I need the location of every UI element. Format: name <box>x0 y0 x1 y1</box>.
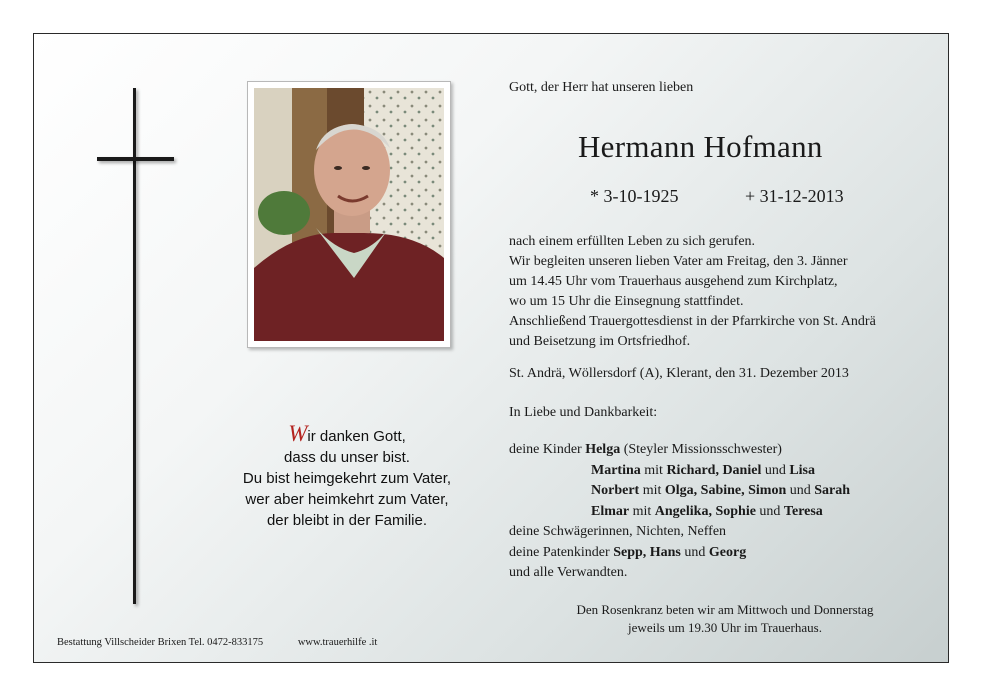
family-line: Norbert mit Olga, Sabine, Simon und Sarah <box>591 483 851 498</box>
memorial-quote <box>222 423 472 531</box>
portrait-photo <box>254 88 444 341</box>
family-list <box>509 440 850 584</box>
family-line: deine Schwägerinnen, Nichten, Neffen <box>509 524 727 539</box>
family-line: Martina mit Richard, Daniel und Lisa <box>591 462 816 478</box>
closing-line: In Liebe und Dankbarkeit: <box>509 405 658 420</box>
family-line: deine Kinder Helga (Steyler Missionsschwester) <box>509 442 782 457</box>
birth-date: * 3-10-1925 <box>590 186 679 206</box>
funeral-company: Bestattung Villscheider Brixen Tel. 0472-833175 <box>57 637 264 648</box>
cross-icon-horizontal <box>97 157 174 161</box>
portrait-frame <box>247 81 451 348</box>
quote-line-2: dass du unser bist. <box>284 449 410 466</box>
family-line: und alle Verwandten. <box>509 565 628 580</box>
funeral-details: nach einem erfüllten Leben zu sich gerufen. Wir begleiten unseren lieben Vater am Freitag, den 3. Jänner um 14.45 Uhr vom Trauerhaus ausgehend zum Kirchplatz, wo um 15 Uhr die Einsegnung stattfindet. Anschließend Trauergottesdienst in der Pfarrkirche von St. Andrä und Beisetzung im Ortsfriedhof. <box>509 234 876 349</box>
deceased-name: Hermann Hofmann <box>578 129 823 164</box>
rosary-notice: Den Rosenkranz beten wir am Mittwoch und Donnerstag jeweils um 19.30 Uhr im Trauerhaus. <box>576 602 874 635</box>
website-link[interactable]: www.trauerhilfe .it <box>297 637 378 648</box>
family-line: Elmar mit Angelika, Sophie und Teresa <box>591 503 823 519</box>
quote-line-5: der bleibt in der Familie. <box>266 512 428 529</box>
quote-line-4: wer aber heimkehrt zum Vater, <box>245 491 449 508</box>
death-date: + 31-12-2013 <box>745 186 844 206</box>
quote-line-3: Du bist heimgekehrt zum Vater, <box>242 470 452 487</box>
quote-initial: W <box>288 421 308 446</box>
cross-icon-vertical <box>133 88 136 604</box>
place-date: St. Andrä, Wöllersdorf (A), Klerant, den 31. Dezember 2013 <box>509 366 849 381</box>
footer <box>57 637 377 648</box>
family-line: deine Patenkinder Sepp, Hans und Georg <box>509 544 747 560</box>
intro-text: Gott, der Herr hat unseren lieben <box>509 80 694 95</box>
quote-line-1: Wir danken Gott, <box>288 421 406 446</box>
